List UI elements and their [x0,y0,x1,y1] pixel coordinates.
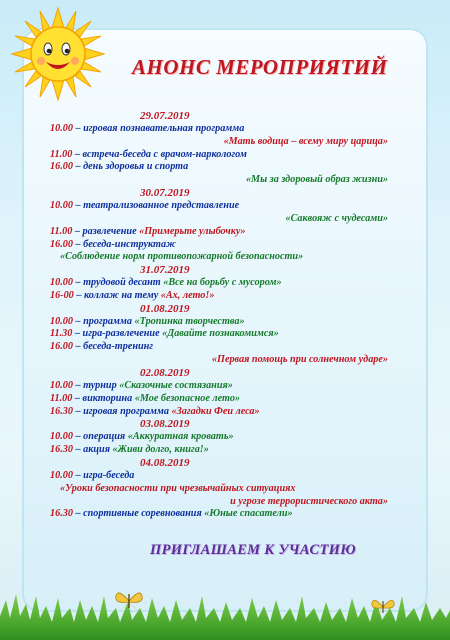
event-title-text: «Уроки безопасности при чрезвычайных ситуациях [60,482,296,494]
event-time: 10.00 [50,469,73,481]
event-time: 10.00 [50,431,73,443]
event-title-text: «Первая помощь при солнечном ударе» [211,354,388,366]
event-title: «Мое безопасное лето» [134,392,241,404]
event-title-text: «Соблюдение норм противопожарной безопасности» [60,251,304,263]
event-title-text: «Саквояж с чудесами» [285,212,388,224]
schedule-item [50,149,247,161]
event-description: – театрализованное представление [72,199,240,211]
event-description: – трудовой десант [72,277,164,289]
event-description: – игровая познавательная программа [72,122,245,134]
schedule-item [50,161,188,173]
event-title [60,483,295,495]
date-label: 29.07.2019 [140,110,190,122]
date-label: 30.07.2019 [140,187,190,200]
date-label: 01.08.2019 [140,302,190,315]
event-time: 16.30 [50,508,73,520]
date-label: 31.07.2019 [140,264,190,277]
schedule-item [50,508,293,520]
event-time: 16.30 [50,405,73,417]
event-description: – коллаж на тему [73,289,161,301]
event-description: – игра-беседа [72,469,135,481]
event-title: «Примерьте улыбочку» [139,225,246,237]
schedule-item [50,123,244,135]
event-title: «Аккуратная кровать» [127,431,234,443]
sun-icon [10,6,106,102]
schedule-item [50,277,282,289]
event-time: 11.30 [50,328,73,340]
event-description: – игровая программа [72,405,172,417]
event-description: – викторина [72,392,135,404]
schedule-item [50,444,209,456]
event-time: 10.00 [50,277,73,289]
event-description: – турнир [72,379,120,391]
event-time: 10.00 [50,379,73,391]
event-title: «Загадки Феи леса» [171,405,260,417]
butterfly-icon [370,596,396,618]
event-description: – беседа-тренинг [72,341,154,353]
event-title-text: «Мы за здоровый образ жизни» [245,174,388,186]
event-time: 16.30 [50,444,73,456]
schedule-date [140,418,190,430]
schedule-date [140,264,190,276]
event-title: «Юные спасатели» [204,508,293,520]
schedule-item [50,239,176,251]
schedule-item [50,328,279,340]
schedule-item [50,341,153,353]
event-title: «Все на борьбу с мусором» [163,277,282,289]
schedule-item [50,393,240,405]
schedule-date [140,457,190,469]
event-time: 10.00 [50,122,73,134]
schedule-date [140,367,190,379]
event-description: – спортивные соревнования [72,508,205,520]
event-time: 16.00 [50,238,73,250]
schedule-item [50,431,234,443]
event-description: – игра-развлечение [72,328,163,340]
date-label: 04.08.2019 [140,456,190,469]
event-time: 11.00 [50,225,73,237]
event-description: – программа [72,315,135,327]
date-label: 02.08.2019 [140,367,190,379]
event-title: «Давайте познакомимся» [162,328,279,340]
schedule-item [50,290,214,302]
schedule-item [50,200,239,212]
event-time: 11.00 [50,148,73,160]
schedule-item [50,406,260,418]
event-time: 16-00 [50,289,74,301]
page-title: АНОНС МЕРОПРИЯТИЙ [132,55,388,79]
event-time: 16.00 [50,341,73,353]
event-title [285,213,388,225]
event-description: – встреча-беседа с врачом-наркологом [72,148,247,160]
event-title [224,136,388,148]
schedule-date [140,303,190,315]
schedule-item [50,380,233,392]
event-title [212,354,388,366]
butterfly-icon [114,588,144,614]
schedule-item [50,226,245,238]
event-title: «Сказочные состязания» [119,379,233,391]
schedule-date [140,110,190,122]
date-label: 03.08.2019 [140,418,190,431]
event-title: «Ах, лето!» [160,289,215,301]
event-description: – беседа-инструктаж [72,238,176,250]
event-time: 11.00 [50,392,73,404]
event-time: 10.00 [50,199,73,211]
event-title: «Тропинка творчества» [134,315,245,327]
schedule-item [50,316,245,328]
event-title [60,251,303,263]
event-title: «Живи долго, книга!» [112,444,209,456]
event-title [230,496,388,508]
event-title [246,174,388,186]
event-description: – операция [72,431,128,443]
schedule-date [140,187,190,199]
event-time: 10.00 [50,315,73,327]
event-title-text: и угрозе террористического акта» [230,495,388,507]
schedule-item [50,470,134,482]
event-time: 16.00 [50,161,73,173]
event-description: – день здоровья и спорта [72,161,189,173]
event-description: – акция [72,444,113,456]
event-title-text: «Мать водица – всему миру царица» [223,135,388,147]
event-description: – развлечение [72,225,140,237]
invitation-footer: ПРИГЛАШАЕМ К УЧАСТИЮ [150,542,356,558]
